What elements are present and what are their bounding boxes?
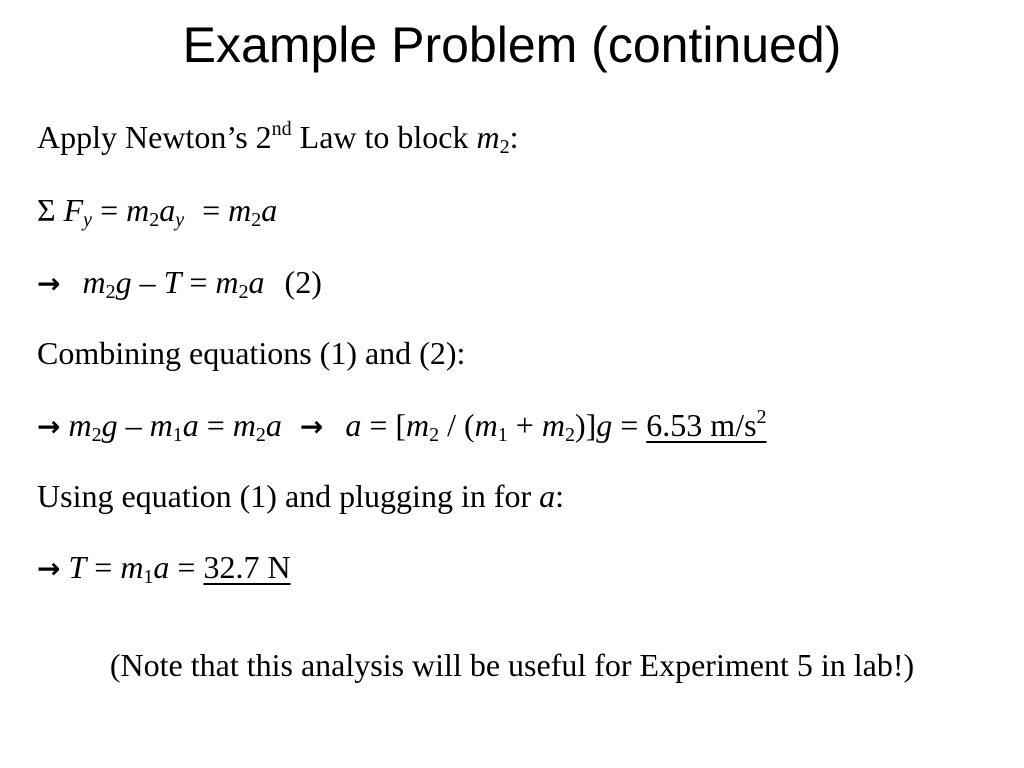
combining-statement bbox=[37, 333, 465, 373]
minus-sign: – bbox=[125, 407, 142, 443]
gravity-variable-2: g bbox=[596, 407, 613, 443]
mass-variable-2: m bbox=[215, 264, 239, 300]
mass-variable-5: m bbox=[541, 407, 565, 443]
open-bracket: [ bbox=[395, 407, 407, 443]
ordinal-superscript: nd bbox=[271, 118, 292, 140]
force-subscript: y bbox=[83, 209, 93, 231]
acceleration-result-value: 6.53 m/s bbox=[646, 407, 757, 443]
tension-result-value: 32.7 N bbox=[203, 549, 291, 585]
acceleration-variable: a bbox=[248, 264, 265, 300]
statement-colon: : bbox=[509, 119, 519, 155]
tension-variable: T bbox=[68, 549, 87, 585]
mass-variable: m bbox=[68, 407, 92, 443]
plus-sign: + bbox=[515, 407, 534, 443]
mass-subscript: 2 bbox=[149, 209, 160, 231]
mass-subscript-4: 1 bbox=[497, 424, 508, 446]
right-arrow-icon: → bbox=[37, 552, 61, 585]
force-variable: F bbox=[63, 192, 84, 228]
mass-subscript-1: 1 bbox=[172, 424, 183, 446]
combining-text: Combining equations (1) and (2): bbox=[37, 335, 466, 371]
slide-title: Example Problem (continued) bbox=[182, 17, 842, 73]
plugging-text: Using equation (1) and plugging in for bbox=[37, 478, 540, 514]
mass-subscript-2: 2 bbox=[238, 281, 249, 303]
divide-open-paren: / ( bbox=[439, 407, 475, 443]
mass-subscript-5: 2 bbox=[564, 424, 575, 446]
equation-2 bbox=[37, 262, 322, 304]
acceleration-subscript: y bbox=[175, 209, 185, 231]
right-arrow-icon: → bbox=[37, 410, 61, 443]
mass-subscript: 2 bbox=[105, 281, 116, 303]
tension-variable: T bbox=[163, 264, 182, 300]
statement-text: Apply Newton’s 2 bbox=[37, 119, 272, 155]
mass-subscript: 1 bbox=[143, 566, 154, 588]
mass-variable-2: m bbox=[232, 407, 256, 443]
gravity-variable: g bbox=[115, 264, 132, 300]
mass-subscript: 2 bbox=[499, 136, 510, 158]
acceleration-variable: a bbox=[153, 549, 170, 585]
acceleration-result bbox=[646, 407, 766, 443]
tension-result bbox=[37, 547, 291, 589]
acceleration-variable: a bbox=[182, 407, 199, 443]
acceleration-variable-2: a bbox=[265, 407, 282, 443]
minus-sign: – bbox=[139, 264, 156, 300]
equals-sign-3: = bbox=[620, 407, 639, 443]
plugging-statement bbox=[37, 476, 564, 516]
equals-sign-2: = bbox=[177, 549, 196, 585]
right-arrow-icon-2: → bbox=[299, 410, 324, 443]
mass-variable: m bbox=[476, 119, 500, 155]
equals-sign-2: = bbox=[202, 192, 221, 228]
mass-variable: m bbox=[82, 264, 106, 300]
mass-variable-1: m bbox=[149, 407, 173, 443]
acceleration-result-exponent: 2 bbox=[756, 406, 767, 428]
acceleration-variable: a bbox=[539, 478, 556, 514]
equation-label: (2) bbox=[284, 264, 322, 300]
close-bracket: )] bbox=[574, 407, 597, 443]
acceleration-variable-3: a bbox=[345, 407, 362, 443]
mass-subscript-3: 2 bbox=[429, 424, 440, 446]
mass-variable-4: m bbox=[474, 407, 498, 443]
sigma-symbol: Σ bbox=[37, 192, 56, 228]
force-sum-equation bbox=[37, 190, 277, 230]
acceleration-derivation bbox=[37, 405, 767, 447]
plugging-colon: : bbox=[555, 478, 565, 514]
mass-variable: m bbox=[120, 549, 144, 585]
acceleration-variable-2: a bbox=[261, 192, 278, 228]
mass-variable-3: m bbox=[406, 407, 430, 443]
right-arrow-icon: → bbox=[37, 267, 61, 300]
statement-text-2: Law to block bbox=[291, 119, 477, 155]
equals-sign: = bbox=[94, 549, 113, 585]
mass-subscript: 2 bbox=[91, 424, 102, 446]
newton-law-statement bbox=[37, 117, 519, 157]
mass-subscript-2: 2 bbox=[251, 209, 262, 231]
equals-sign-2: = bbox=[369, 407, 388, 443]
acceleration-variable: a bbox=[159, 192, 176, 228]
equals-sign: = bbox=[206, 407, 225, 443]
gravity-variable: g bbox=[101, 407, 118, 443]
equals-sign: = bbox=[100, 192, 119, 228]
lab-note: (Note that this analysis will be useful for Experiment 5 in lab!) bbox=[109, 647, 915, 683]
mass-subscript-2: 2 bbox=[255, 424, 266, 446]
equals-sign: = bbox=[189, 264, 208, 300]
mass-variable-2: m bbox=[228, 192, 252, 228]
mass-variable: m bbox=[126, 192, 150, 228]
